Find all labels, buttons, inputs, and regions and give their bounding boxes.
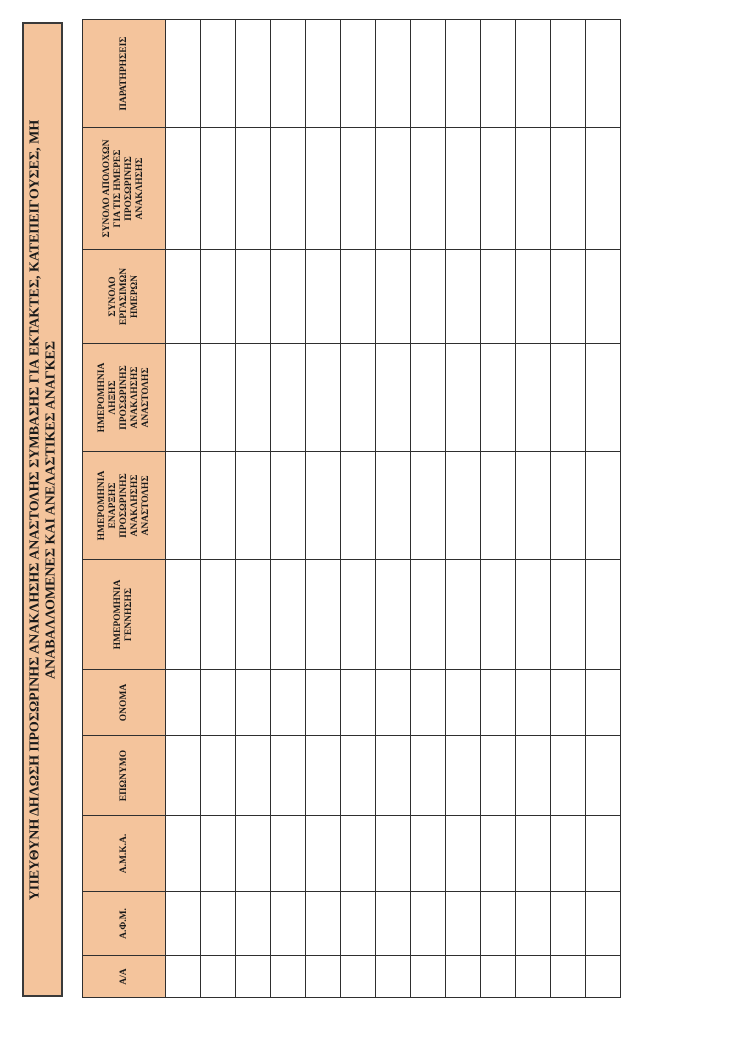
table-cell[interactable] [586, 250, 621, 344]
table-cell[interactable] [516, 892, 551, 956]
table-cell[interactable] [551, 560, 586, 670]
col-header-total-workdays: ΣΥΝΟΛΟ ΕΡΓΑΣΙΜΩΝ ΗΜΕΡΩΝ [83, 250, 166, 344]
table-cell[interactable] [306, 670, 341, 736]
table-cell[interactable] [586, 128, 621, 250]
table-cell[interactable] [236, 452, 271, 560]
table-cell[interactable] [376, 670, 411, 736]
table-cell[interactable] [236, 128, 271, 250]
table-cell[interactable] [481, 344, 516, 452]
table-cell[interactable] [166, 250, 201, 344]
table-cell[interactable] [271, 20, 306, 128]
table-cell[interactable] [411, 344, 446, 452]
table-cell[interactable] [516, 816, 551, 892]
table-cell[interactable] [236, 560, 271, 670]
table-cell[interactable] [376, 956, 411, 998]
table-cell[interactable] [481, 736, 516, 816]
table-cell[interactable] [586, 816, 621, 892]
table-cell[interactable] [481, 20, 516, 128]
table-cell[interactable] [411, 956, 446, 998]
form-title-line-1: ΥΠΕΥΘΥΝΗ ΔΗΛΩΣΗ ΠΡΟΣΩΡΙΝΗΣ ΑΝΑΚΛΗΣΗΣ ΑΝΑΣΤΟΛΗΣ ΣΥΜΒΑΣΗΣ ΓΙΑ ΕΚΤΑΚΤΕΣ, ΚΑΤΕΠΕΙΓΟΥΣΕΣ, ΜΗ [26, 119, 42, 900]
table-cell[interactable] [306, 452, 341, 560]
table-cell[interactable] [341, 452, 376, 560]
table-cell[interactable] [516, 956, 551, 998]
table-cell[interactable] [306, 956, 341, 998]
table-cell[interactable] [586, 892, 621, 956]
table-cell[interactable] [271, 816, 306, 892]
col-header-amka: Α.Μ.Κ.Α. [83, 816, 166, 892]
table-cell[interactable] [306, 128, 341, 250]
table-row [586, 20, 621, 998]
table-cell[interactable] [551, 670, 586, 736]
table-cell[interactable] [446, 250, 481, 344]
table-cell[interactable] [306, 892, 341, 956]
table-cell[interactable] [481, 250, 516, 344]
table-cell[interactable] [446, 560, 481, 670]
table-cell[interactable] [201, 670, 236, 736]
table-cell[interactable] [446, 452, 481, 560]
col-header-surname: ΕΠΩΝΥΜΟ [83, 736, 166, 816]
table-cell[interactable] [446, 892, 481, 956]
col-header-total-pay: ΣΥΝΟΛΟ ΑΠΟΛΟΧΩΝ ΓΙΑ ΤΙΣ ΗΜΕΡΕΣ ΠΡΟΣΩΡΙΝΗΣ ΑΝΑΚΛΗΣΗΣ [83, 128, 166, 250]
table-cell[interactable] [516, 560, 551, 670]
table-cell[interactable] [271, 736, 306, 816]
table-cell[interactable] [271, 956, 306, 998]
table-cell[interactable] [516, 250, 551, 344]
table-cell[interactable] [586, 452, 621, 560]
table-cell[interactable] [306, 250, 341, 344]
table-cell[interactable] [481, 892, 516, 956]
table-cell[interactable] [411, 560, 446, 670]
table-cell[interactable] [586, 670, 621, 736]
table-row [551, 20, 586, 998]
table-cell[interactable] [446, 736, 481, 816]
table-cell[interactable] [166, 560, 201, 670]
table-row [166, 20, 201, 998]
table-cell[interactable] [166, 20, 201, 128]
table-cell[interactable] [586, 736, 621, 816]
table-cell[interactable] [516, 344, 551, 452]
table-cell[interactable] [376, 452, 411, 560]
table-cell[interactable] [236, 344, 271, 452]
declaration-table [82, 19, 621, 998]
table-cell[interactable] [201, 250, 236, 344]
table-cell[interactable] [376, 736, 411, 816]
table-cell[interactable] [271, 560, 306, 670]
col-header-aa: Α/Α [83, 956, 166, 998]
table-cell[interactable] [201, 560, 236, 670]
table-cell[interactable] [481, 670, 516, 736]
table-cell[interactable] [411, 250, 446, 344]
table-cell[interactable] [551, 128, 586, 250]
table-row [411, 20, 446, 998]
table-cell[interactable] [586, 344, 621, 452]
table-cell[interactable] [551, 736, 586, 816]
table-cell[interactable] [411, 670, 446, 736]
table-cell[interactable] [271, 250, 306, 344]
table-cell[interactable] [306, 344, 341, 452]
table-header-row [83, 20, 166, 998]
table-cell[interactable] [446, 816, 481, 892]
table-cell[interactable] [166, 956, 201, 998]
table-cell[interactable] [341, 816, 376, 892]
table-cell[interactable] [341, 892, 376, 956]
table-cell[interactable] [166, 344, 201, 452]
table-cell[interactable] [271, 892, 306, 956]
table-cell[interactable] [201, 736, 236, 816]
table-cell[interactable] [201, 892, 236, 956]
table-cell[interactable] [411, 892, 446, 956]
table-cell[interactable] [446, 344, 481, 452]
table-cell[interactable] [411, 452, 446, 560]
table-row [341, 20, 376, 998]
table-cell[interactable] [481, 956, 516, 998]
table-row [306, 20, 341, 998]
table-cell[interactable] [271, 452, 306, 560]
table-cell[interactable] [446, 128, 481, 250]
table-cell[interactable] [411, 816, 446, 892]
table-cell[interactable] [271, 344, 306, 452]
table-cell[interactable] [551, 956, 586, 998]
table-cell[interactable] [411, 736, 446, 816]
table-cell[interactable] [341, 250, 376, 344]
table-cell[interactable] [551, 452, 586, 560]
table-cell[interactable] [271, 128, 306, 250]
table-cell[interactable] [551, 344, 586, 452]
table-cell[interactable] [376, 892, 411, 956]
col-header-afm: Α.Φ.Μ. [83, 892, 166, 956]
table-cell[interactable] [201, 20, 236, 128]
table-cell[interactable] [516, 452, 551, 560]
table-row [446, 20, 481, 998]
form-title-line-2: ΑΝΑΒΑΛΛΟΜΕΝΕΣ ΚΑΙ ΑΝΕΛΑΣΤΙΚΕΣ ΑΝΑΓΚΕΣ [42, 340, 58, 679]
table-cell[interactable] [376, 20, 411, 128]
table-cell[interactable] [551, 892, 586, 956]
table-cell[interactable] [586, 20, 621, 128]
form-title-banner [22, 22, 63, 997]
table-cell[interactable] [411, 128, 446, 250]
table-cell[interactable] [516, 128, 551, 250]
table-cell[interactable] [201, 452, 236, 560]
col-header-birth-date: ΗΜΕΡΟΜΗΝΙΑ ΓΕΝΝΗΣΗΣ [83, 560, 166, 670]
table-cell[interactable] [341, 128, 376, 250]
table-cell[interactable] [201, 128, 236, 250]
table-cell[interactable] [236, 736, 271, 816]
table-cell[interactable] [516, 20, 551, 128]
table-cell[interactable] [481, 560, 516, 670]
table-cell[interactable] [516, 736, 551, 816]
table-cell[interactable] [586, 560, 621, 670]
table-cell[interactable] [446, 20, 481, 128]
table-cell[interactable] [236, 816, 271, 892]
table-cell[interactable] [166, 670, 201, 736]
table-cell[interactable] [236, 670, 271, 736]
table-cell[interactable] [376, 250, 411, 344]
table-cell[interactable] [376, 816, 411, 892]
table-cell[interactable] [166, 736, 201, 816]
table-cell[interactable] [551, 816, 586, 892]
table-row [481, 20, 516, 998]
table-cell[interactable] [341, 20, 376, 128]
table-cell[interactable] [201, 956, 236, 998]
table-cell[interactable] [306, 736, 341, 816]
table-row [201, 20, 236, 998]
table-cell[interactable] [446, 956, 481, 998]
table-cell[interactable] [481, 816, 516, 892]
table-cell[interactable] [166, 816, 201, 892]
table-row [376, 20, 411, 998]
table-cell[interactable] [411, 20, 446, 128]
table-cell[interactable] [236, 956, 271, 998]
table-cell[interactable] [236, 892, 271, 956]
table-body [166, 20, 621, 998]
table-cell[interactable] [481, 452, 516, 560]
table-cell[interactable] [551, 250, 586, 344]
table-cell[interactable] [341, 956, 376, 998]
table-cell[interactable] [166, 128, 201, 250]
table-cell[interactable] [306, 816, 341, 892]
form-title [24, 24, 61, 995]
col-header-end-date: ΗΜΕΡΟΜΗΝΙΑ ΛΗΞΗΣ ΠΡΟΣΩΡΙΝΗΣ ΑΝΑΚΛΗΣΗΣ ΑΝΑΣΤΟΛΗΣ [83, 344, 166, 452]
table-cell[interactable] [376, 128, 411, 250]
table-cell[interactable] [481, 128, 516, 250]
table-row [271, 20, 306, 998]
table-cell[interactable] [376, 344, 411, 452]
table-cell[interactable] [586, 956, 621, 998]
col-header-name: ΟΝΟΜΑ [83, 670, 166, 736]
declaration-table-area [82, 20, 618, 998]
table-cell[interactable] [516, 670, 551, 736]
table-cell[interactable] [341, 560, 376, 670]
table-cell[interactable] [551, 20, 586, 128]
table-row [236, 20, 271, 998]
table-cell[interactable] [236, 250, 271, 344]
table-cell[interactable] [341, 736, 376, 816]
table-cell[interactable] [341, 344, 376, 452]
table-cell[interactable] [271, 670, 306, 736]
table-cell[interactable] [166, 892, 201, 956]
table-cell[interactable] [201, 344, 236, 452]
table-cell[interactable] [306, 20, 341, 128]
col-header-start-date: ΗΜΕΡΟΜΗΝΙΑ ΕΝΑΡΞΗΣ ΠΡΟΣΩΡΙΝΗΣ ΑΝΑΚΛΗΣΗΣ ΑΝΑΣΤΟΛΗΣ [83, 452, 166, 560]
table-cell[interactable] [201, 816, 236, 892]
table-cell[interactable] [376, 560, 411, 670]
table-cell[interactable] [306, 560, 341, 670]
col-header-remarks: ΠΑΡΑΤΗΡΗΣΕΙΣ [83, 20, 166, 128]
table-cell[interactable] [166, 452, 201, 560]
table-cell[interactable] [446, 670, 481, 736]
table-cell[interactable] [341, 670, 376, 736]
table-row [516, 20, 551, 998]
table-cell[interactable] [236, 20, 271, 128]
